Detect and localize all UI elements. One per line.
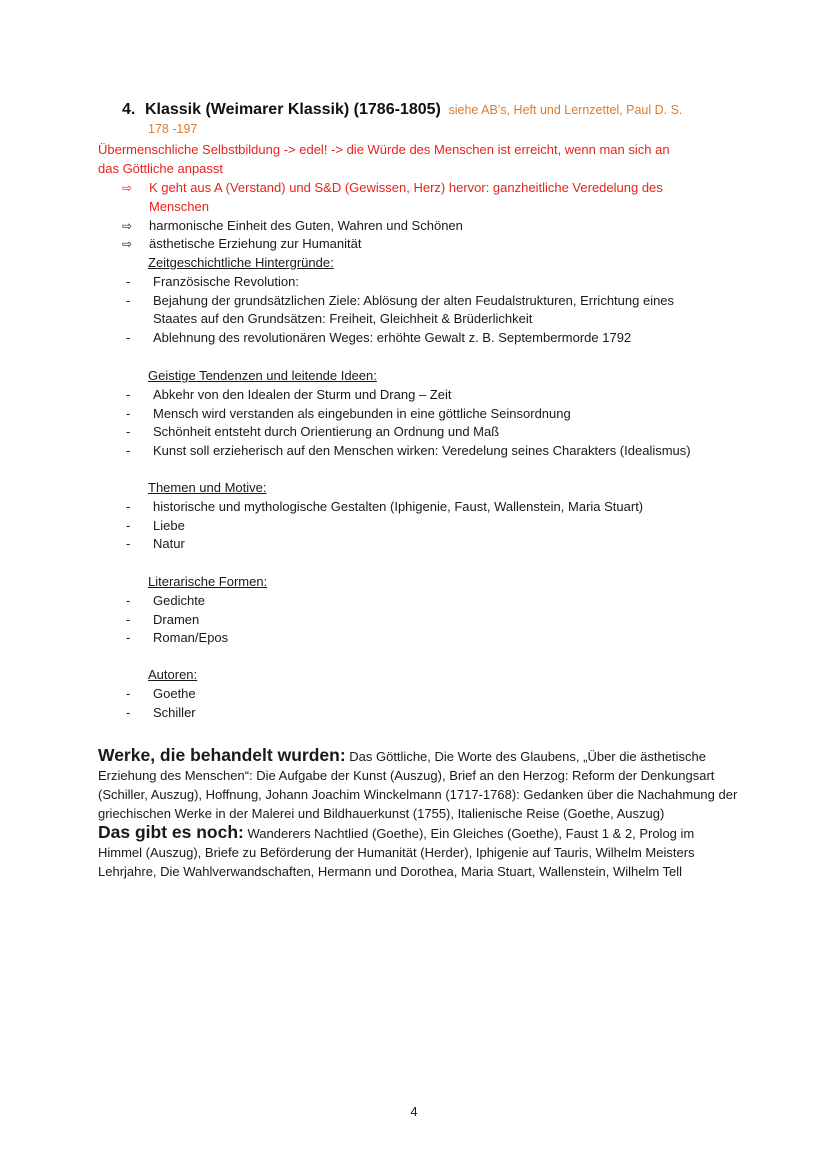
- list-item-text: Kunst soll erzieherisch auf den Menschen wirken: Veredelung seines Charakters (Idealismus): [153, 443, 691, 459]
- section-title: Autoren:: [148, 667, 198, 682]
- list-item-text: Schiller: [153, 704, 196, 720]
- chapter-heading: [122, 100, 742, 139]
- dash-bullet-icon: -: [126, 424, 131, 440]
- arrow-list: [122, 179, 722, 254]
- works-additional-text: Wanderers Nachtlied (Goethe), Ein Gleiches (Goethe), Faust 1 & 2, Prolog im Himmel (Auszug), Briefe zu Beförderung der Humanität (Herder), Iphigenie auf Tauris, Wilhelm Meisters Lehrjahre, Die Wahlverwandschaften, Hermann und Dorothea, Maria Stuart, Wallenstein, Wilhelm Tell: [98, 826, 695, 879]
- arrow-item-text: harmonische Einheit des Guten, Wahren und Schönen: [149, 217, 463, 233]
- works-additional: [98, 823, 738, 881]
- list-item-text: Staates auf den Grundsätzen: Freiheit, Gleichheit & Brüderlichkeit: [153, 311, 533, 327]
- list-item-text: Gedichte: [153, 592, 206, 608]
- list-item-text: Ablehnung des revolutionären Weges: erhöhte Gewalt z. B. Septembermorde 1792: [153, 330, 632, 346]
- dash-bullet-icon: -: [126, 330, 131, 346]
- intro-line: Übermenschliche Selbstbildung -> edel! -> die Würde des Menschen ist erreicht, wenn man sich an: [98, 142, 670, 157]
- works-discussed-label: Werke, die behandelt wurden:: [98, 745, 346, 765]
- chapter-number: 4.: [122, 101, 136, 118]
- list-item: [126, 386, 746, 405]
- section-intellectual-tendencies: [126, 367, 746, 461]
- section-title: Literarische Formen:: [148, 574, 268, 589]
- list-item: [126, 704, 746, 723]
- list-item: [126, 498, 746, 517]
- section-literary-forms: [126, 573, 746, 648]
- works-discussed-text: Das Göttliche, Die Worte des Glaubens, „Über die ästhetische Erziehung des Menschen“: Die Aufgabe der Kunst (Auszug), Brief an den Herzog: Reform der Denkungsart (Schiller, Auszug), Hoffnung, Johann Joachim Winckelmann (1717-1768): Gedanken über die Nachahmung der griechischen Werke in der Malerei und Bildhauerkunst (1755), Italienische Reise (Goethe, Auszug): [98, 749, 738, 821]
- arrow-right-icon: ⇨: [122, 181, 133, 195]
- list-item: [126, 292, 746, 330]
- list-item-text: Natur: [153, 536, 185, 552]
- dash-bullet-icon: -: [126, 292, 131, 308]
- chapter-title: Klassik (Weimarer Klassik) (1786-1805): [144, 101, 441, 118]
- works-discussed: [98, 746, 738, 823]
- section-authors: [126, 666, 746, 722]
- section-historical-background: [126, 254, 746, 348]
- section-themes-motifs: [126, 479, 746, 554]
- chapter-reference: siehe AB’s, Heft und Lernzettel, Paul D. S.: [448, 103, 683, 117]
- list-item-text: Liebe: [153, 517, 185, 533]
- works-paragraphs: [98, 746, 738, 881]
- list-item: [126, 273, 746, 292]
- dash-bullet-icon: -: [126, 405, 131, 421]
- intro-line: das Göttliche anpasst: [98, 160, 224, 176]
- dash-bullet-icon: -: [126, 443, 131, 459]
- list-item: [126, 629, 746, 648]
- dash-bullet-icon: -: [126, 386, 131, 402]
- list-item-text: Goethe: [153, 685, 196, 701]
- arrow-item-text: ästhetische Erziehung zur Humanität: [149, 236, 362, 252]
- dash-bullet-icon: -: [126, 517, 131, 533]
- works-additional-label: Das gibt es noch:: [98, 822, 244, 842]
- dash-bullet-icon: -: [126, 611, 131, 627]
- arrow-right-icon: ⇨: [122, 218, 133, 233]
- list-item-text: Mensch wird verstanden als eingebunden in eine göttliche Seinsordnung: [153, 405, 571, 421]
- list-item-text: historische und mythologische Gestalten (Iphigenie, Faust, Wallenstein, Maria Stuart): [153, 498, 644, 514]
- arrow-item: [122, 179, 722, 217]
- page-number: 4: [410, 1104, 418, 1119]
- section-title: Zeitgeschichtliche Hintergründe:: [148, 255, 334, 270]
- dash-bullet-icon: -: [126, 704, 131, 720]
- arrow-item-text: K geht aus A (Verstand) und S&D (Gewissen, Herz) hervor: ganzheitliche Veredelung des: [149, 180, 663, 195]
- chapter-reference-pages: 178 -197: [148, 122, 198, 136]
- list-item-text: Bejahung der grundsätzlichen Ziele: Ablösung der alten Feudalstrukturen, Errichtung eines: [153, 292, 675, 308]
- dash-bullet-icon: -: [126, 592, 131, 608]
- list-item: [126, 611, 746, 630]
- arrow-item: [122, 217, 722, 236]
- dash-bullet-icon: -: [126, 498, 131, 514]
- dash-bullet-icon: -: [126, 536, 131, 552]
- dash-bullet-icon: -: [126, 685, 131, 701]
- list-item-text: Roman/Epos: [153, 630, 229, 646]
- dash-bullet-icon: -: [126, 630, 131, 646]
- intro-statement: [98, 141, 738, 179]
- list-item: [126, 423, 746, 442]
- arrow-item: [122, 235, 722, 254]
- list-item: [126, 517, 746, 536]
- section-title: Themen und Motive:: [148, 480, 267, 495]
- dash-bullet-icon: -: [126, 273, 131, 289]
- list-item: [126, 405, 746, 424]
- list-item-text: Abkehr von den Idealen der Sturm und Drang – Zeit: [153, 386, 452, 402]
- list-item: [126, 592, 746, 611]
- list-item: [126, 535, 746, 554]
- list-item: [126, 329, 746, 348]
- list-item-text: Schönheit entsteht durch Orientierung an Ordnung und Maß: [153, 424, 500, 440]
- list-item: [126, 442, 746, 461]
- section-title: Geistige Tendenzen und leitende Ideen:: [148, 368, 377, 383]
- list-item-text: Französische Revolution:: [153, 273, 299, 289]
- list-item: [126, 685, 746, 704]
- arrow-item-text: Menschen: [149, 198, 209, 214]
- arrow-right-icon: ⇨: [122, 237, 133, 252]
- list-item-text: Dramen: [153, 611, 200, 627]
